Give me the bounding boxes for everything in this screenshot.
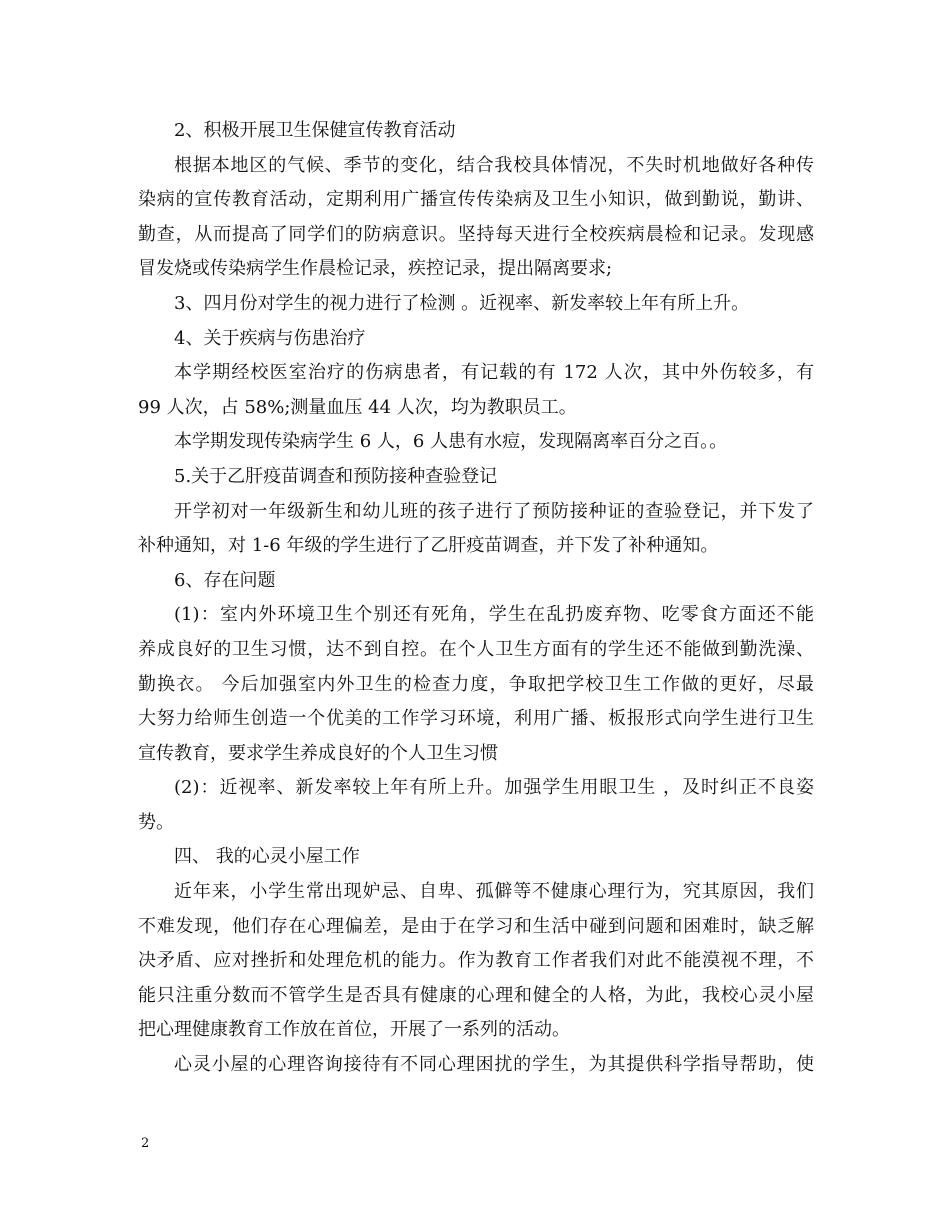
document-body xyxy=(138,114,814,1083)
text-line-16: 养成良好的卫生习惯，达不到自控。在个人卫生方面有的学生还不能做到勤洗澡、 xyxy=(138,638,814,660)
text-line-15: (1)：室内外环境卫生个别还有死角，学生在乱扔废弃物、吃零食方面还不能 xyxy=(174,604,814,626)
page-number: 2 xyxy=(141,1136,150,1151)
text-line-7: 4、关于疾病与伤患治疗 xyxy=(174,327,366,349)
text-line-8: 本学期经校医室治疗的伤病患者，有记载的有 172 人次，其中外伤较多，有 xyxy=(174,362,814,384)
text-line-9: 99 人次，占 58%;测量血压 44 人次，均为教职员工。 xyxy=(138,396,577,418)
text-line-11: 5.关于乙肝疫苗调查和预防接种查验登记 xyxy=(174,465,498,487)
text-line-17: 勤换衣。 今后加强室内外卫生的检查力度，争取把学校卫生工作做的更好，尽最 xyxy=(138,673,814,695)
text-line-2: 根据本地区的气候、季节的变化，结合我校具体情况，不失时机地做好各种传 xyxy=(174,154,814,176)
text-line-26: 能只注重分数而不管学生是否具有健康的心理和健全的人格，为此，我校心灵小屋 xyxy=(138,984,814,1006)
text-line-28: 心灵小屋的心理咨询接待有不同心理困扰的学生，为其提供科学指导帮助，使 xyxy=(174,1054,814,1076)
text-line-27: 把心理健康教育工作放在首位，开展了一系列的活动。 xyxy=(138,1019,570,1041)
text-line-20: (2)：近视率、新发率较上年有所上升。加强学生用眼卫生 ，及时纠正不良姿 xyxy=(174,777,814,799)
text-line-12: 开学初对一年级新生和幼儿班的孩子进行了预防接种证的查验登记，并下发了 xyxy=(174,500,814,522)
text-line-21: 势。 xyxy=(138,811,174,833)
text-line-23: 近年来，小学生常出现妒忌、自卑、孤僻等不健康心理行为，究其原因，我们 xyxy=(174,881,814,903)
text-line-25: 决矛盾、应对挫折和处理危机的能力。作为教育工作者我们对此不能漠视不理，不 xyxy=(138,950,814,972)
text-line-14: 6、存在问题 xyxy=(174,569,276,591)
text-line-13: 补种通知，对 1-6 年级的学生进行了乙肝疫苗调查，并下发了补种通知。 xyxy=(138,535,719,557)
text-line-24: 不难发现，他们存在心理偏差，是由于在学习和生活中碰到问题和困难时，缺乏解 xyxy=(138,915,814,937)
text-line-19: 宣传教育，要求学生养成良好的个人卫生习惯 xyxy=(138,742,498,764)
text-line-22: 四、 我的心灵小屋工作 xyxy=(174,846,360,868)
text-line-4: 勤查，从而提高了同学们的防病意识。坚持每天进行全校疾病晨检和记录。发现感 xyxy=(138,223,814,245)
text-line-1: 2、积极开展卫生保健宣传教育活动 xyxy=(174,120,456,141)
text-line-10: 本学期发现传染病学生 6 人，6 人患有水痘，发现隔离率百分之百。。 xyxy=(174,431,728,453)
text-line-3: 染病的宣传教育活动，定期利用广播宣传传染病及卫生小知识，做到勤说，勤讲、 xyxy=(138,189,814,211)
text-line-5: 冒发烧或传染病学生作晨检记录，疾控记录，提出隔离要求; xyxy=(138,258,613,280)
text-line-6: 3、四月份对学生的视力进行了检测 。近视率、新发率较上年有所上升。 xyxy=(174,292,750,314)
text-line-18: 大努力给师生创造一个优美的工作学习环境，利用广播、板报形式向学生进行卫生 xyxy=(138,708,814,730)
